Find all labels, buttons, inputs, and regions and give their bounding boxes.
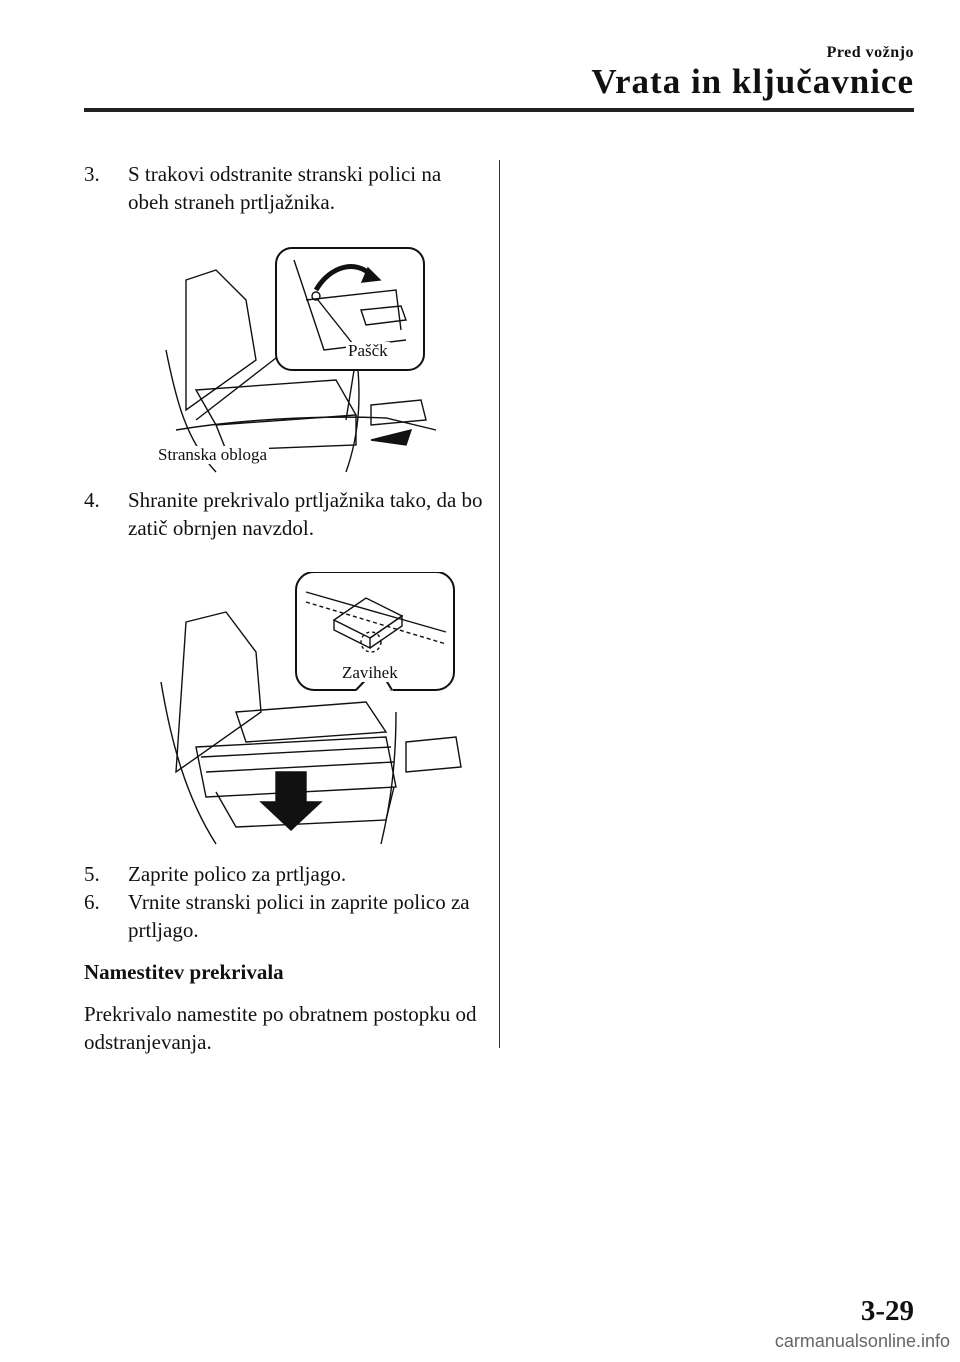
step-3 [84,160,484,216]
column-divider [499,160,500,1048]
section-label: Pred vožnjo [826,44,914,61]
main-column [84,160,484,1056]
callout-label: Paščk [348,341,388,360]
step-text: S trakovi odstranite stranski polici na obeh straneh prtljažnika. [128,162,442,214]
step-5 [84,860,484,888]
step-4 [84,486,484,542]
trunk-illustration-1 [156,240,501,476]
figure-side-trim [156,240,501,476]
paragraph: Prekrivalo namestite po obratnem postopku od odstranjevanja. [84,1002,477,1054]
callout-label: Zavihek [342,663,398,682]
subheading: Namestitev prekrivala [84,960,284,984]
step-text: Shranite prekrivalo prtljažnika tako, da bo zatič obrnjen navzdol. [128,488,483,540]
figure-label: Stranska obloga [158,445,268,464]
step-number: 3. [84,162,100,186]
step-text: Zaprite polico za prtljago. [128,862,347,886]
header-rule [84,108,914,112]
step-number: 5. [84,862,100,886]
step-number: 6. [84,890,100,914]
chapter-title: Vrata in ključavnice [591,62,914,101]
step-6 [84,888,484,944]
page-number: 3-29 [860,1295,914,1327]
step-number: 4. [84,488,100,512]
trunk-illustration-2 [156,572,516,848]
watermark: carmanualsonline.info [774,1331,950,1351]
figure-cover-storage [156,572,516,848]
step-text: Vrnite stranski polici in zaprite polico za prtljago. [128,890,470,942]
